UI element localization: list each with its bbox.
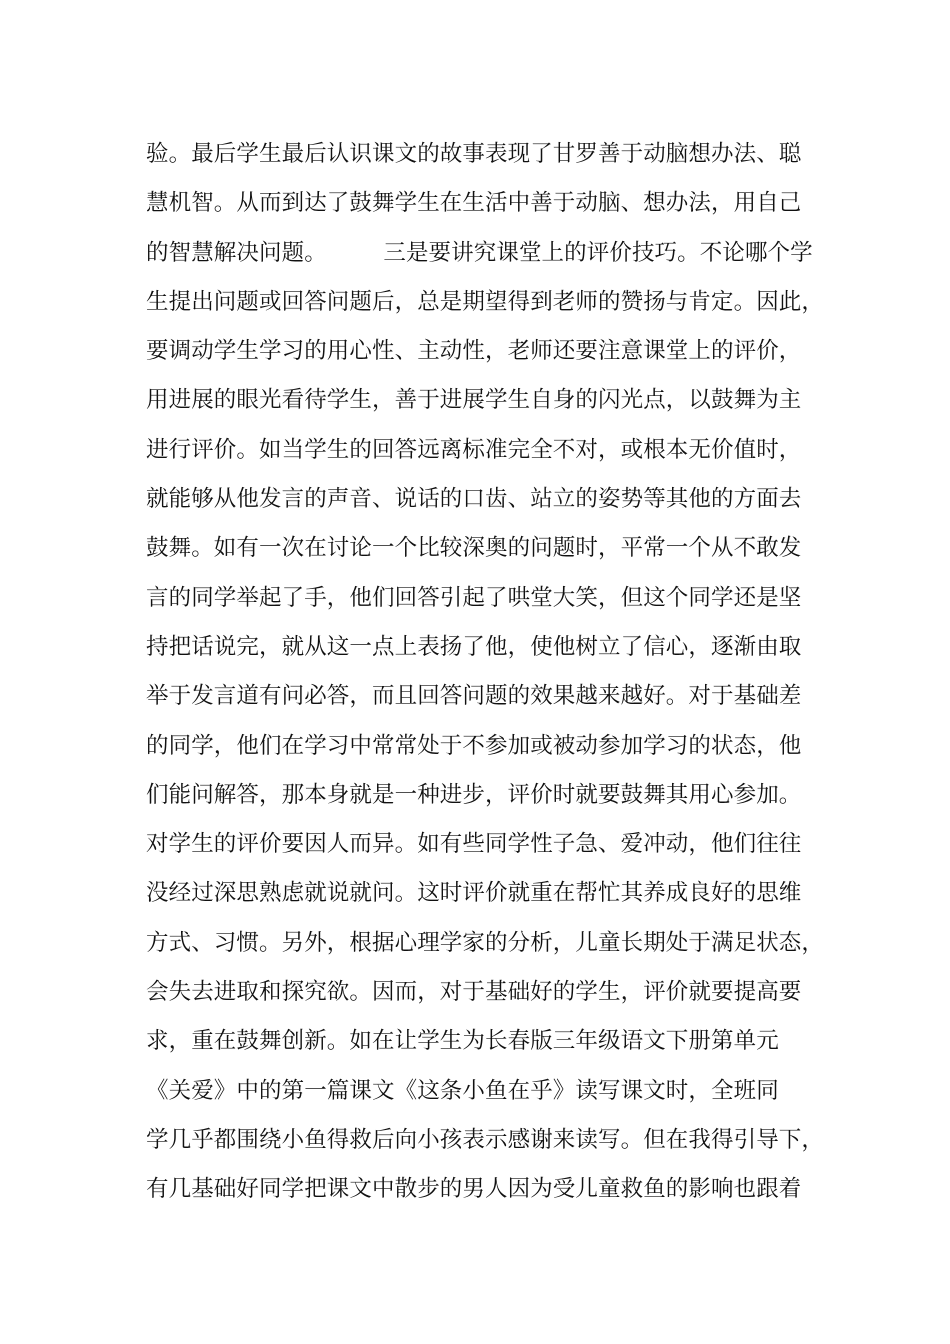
text-line: 验。最后学生最后认识课文的故事表现了甘罗善于动脑想办法、聪: [146, 141, 802, 167]
text-line: 举于发言道有问必答，而且回答问题的效果越来越好。对于基础差: [146, 683, 802, 710]
text-line: 生提出问题或回答问题后，总是期望得到老师的赞扬与肯定。因此，: [146, 288, 825, 315]
text-line: 的同学，他们在学习中常常处于不参加或被动参加学习的状态，他: [146, 732, 802, 759]
text-line: 《关爱》中的第一篇课文《这条小鱼在乎》读写课文时，全班同: [146, 1077, 779, 1104]
text-line: 言的同学举起了手，他们回答引起了哄堂大笑，但这个同学还是坚: [146, 584, 802, 611]
text-line: 们能问解答，那本身就是一种进步，评价时就要鼓舞其用心参加。: [146, 781, 802, 808]
text-line: 要调动学生学习的用心性、主动性，老师还要注意课堂上的评价，: [146, 338, 802, 365]
text-line: 学几乎都围绕小鱼得救后向小孩表示感谢来读写。但在我得引导下，: [146, 1126, 825, 1153]
body-text: [146, 130, 846, 1215]
text-line: 进行评价。如当学生的回答远离标准完全不对，或根本无价值时，: [146, 436, 802, 463]
text-line: 用进展的眼光看待学生，善于进展学生自身的闪光点，以鼓舞为主: [146, 387, 802, 414]
text-line: 鼓舞。如有一次在讨论一个比较深奥的问题时，平常一个从不敢发: [146, 535, 802, 562]
text-line: 就能够从他发言的声音、说话的口齿、站立的姿势等其他的方面去: [146, 486, 802, 513]
text-line: 持把话说完，就从这一点上表扬了他，使他树立了信心，逐渐由取: [146, 633, 802, 660]
text-line: 的智慧解决问题。 三是要讲究课堂上的评价技巧。不论哪个学: [146, 239, 813, 266]
text-line: 求，重在鼓舞创新。如在让学生为长春版三年级语文下册第单元: [146, 1028, 779, 1055]
text-line: 有几基础好同学把课文中散步的男人因为受儿童救鱼的影响也跟着: [146, 1176, 802, 1203]
text-line: 没经过深思熟虑就说就问。这时评价就重在帮忙其养成良好的思维: [146, 880, 802, 907]
text-line: 对学生的评价要因人而异。如有些同学性子急、爱冲动，他们往往: [146, 831, 802, 858]
text-line: 慧机智。从而到达了鼓舞学生在生活中善于动脑、想办法，用自己: [146, 190, 802, 217]
text-line: 方式、习惯。另外，根据心理学家的分析，儿童长期处于满足状态，: [146, 929, 825, 956]
text-line: 会失去进取和探究欲。因而，对于基础好的学生，评价就要提高要: [146, 979, 802, 1006]
